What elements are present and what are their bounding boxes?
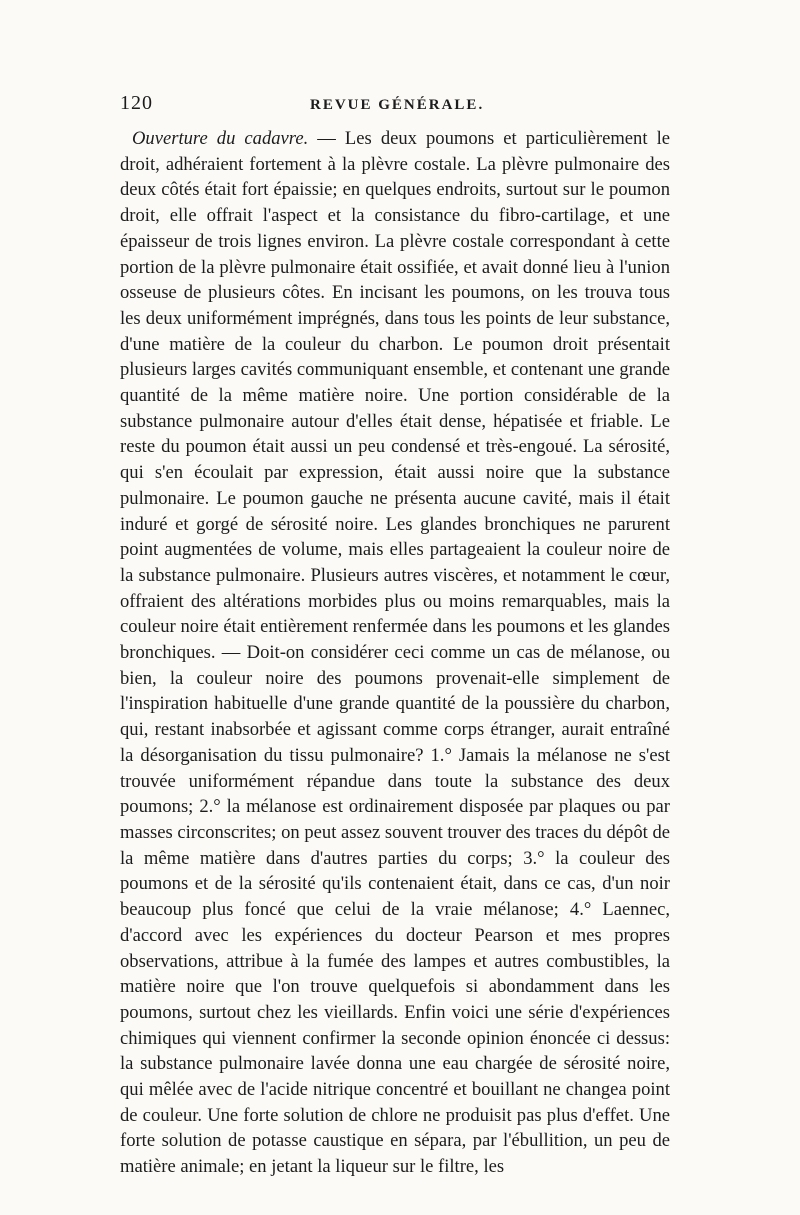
body-paragraph: [120, 126, 670, 1180]
section-lead: Ouverture du cadavre.: [132, 128, 309, 149]
paragraph-text: — Les deux poumons et particulièrement le droit, adhéraient fortement à la plèvre costale. La plèvre pulmonaire des deux côtés était fort épaissie; en quelques endroits, surtout sur le poumon droit, elle offrait l'aspect et la consistance du fibro-cartilage, et une épaisseur de trois lignes environ. La plèvre costale correspondant à cette portion de la plèvre pulmonaire était ossifiée, et avait donné lieu à l'union osseuse de plusieurs côtes. En incisant les poumons, on les trouva tous les deux uniformément imprégnés, dans tous les points de leur substance, d'une matière de la couleur du charbon. Le poumon droit présentait plusieurs larges cavités communiquant ensemble, et contenant une grande quantité de la même matière noire. Une portion considérable de la substance pulmonaire autour d'elles était dense, hépatisée et friable. Le reste du poumon était aussi un peu condensé et très-engoué. La sérosité, qui s'en écoulait par expression, était aussi noire que la substance pulmonaire. Le poumon gauche ne présenta aucune cavité, mais il était induré et gorgé de sérosité noire. Les glandes bronchiques ne parurent point augmentées de volume, mais elles partageaient la couleur noire de la substance pulmonaire. Plusieurs autres viscères, et notamment le cœur, offraient des altérations morbides plus ou moins remarquables, mais la couleur noire était entièrement renfermée dans les poumons et les glandes bronchiques. — Doit-on considérer ceci comme un cas de mélanose, ou bien, la couleur noire des poumons provenait-elle simplement de l'inspiration habituelle d'une grande quantité de la poussière du charbon, qui, restant inabsorbée et agissant comme corps étranger, aurait entraîné la désorganisation du tissu pulmonaire? 1.° Jamais la mélanose ne s'est trouvée uniformément répandue dans toute la substance des deux poumons; 2.° la mélanose est ordinairement disposée par plaques ou par masses circonscrites; on peut assez souvent trouver des traces du dépôt de la même matière dans d'autres parties du corps; 3.° la couleur des poumons et de la sérosité qu'ils contenaient était, dans ce cas, d'un noir beaucoup plus foncé que celui de la vraie mélanose; 4.° Laennec, d'accord avec les expériences du docteur Pearson et mes propres observations, attribue à la fumée des lampes et autres combustibles, la matière noire que l'on trouve quelquefois si abondamment dans les poumons, surtout chez les vieillards. Enfin voici une série d'expériences chimiques qui viennent confirmer la seconde opinion énoncée ci dessus: la substance pulmonaire lavée donna une eau chargée de sérosité noire, qui mêlée avec de l'acide nitrique concentré et bouillant ne changea point de couleur. Une forte solution de chlore ne produisit pas plus d'effet. Une forte solution de potasse caustique en sépara, par l'ébullition, un peu de matière animale; en jetant la liqueur sur le filtre, les: [120, 128, 670, 1178]
page-header: [120, 92, 670, 126]
page-number: 120: [120, 92, 153, 114]
document-page: [120, 92, 670, 1180]
running-title: REVUE GÉNÉRALE.: [310, 97, 485, 113]
